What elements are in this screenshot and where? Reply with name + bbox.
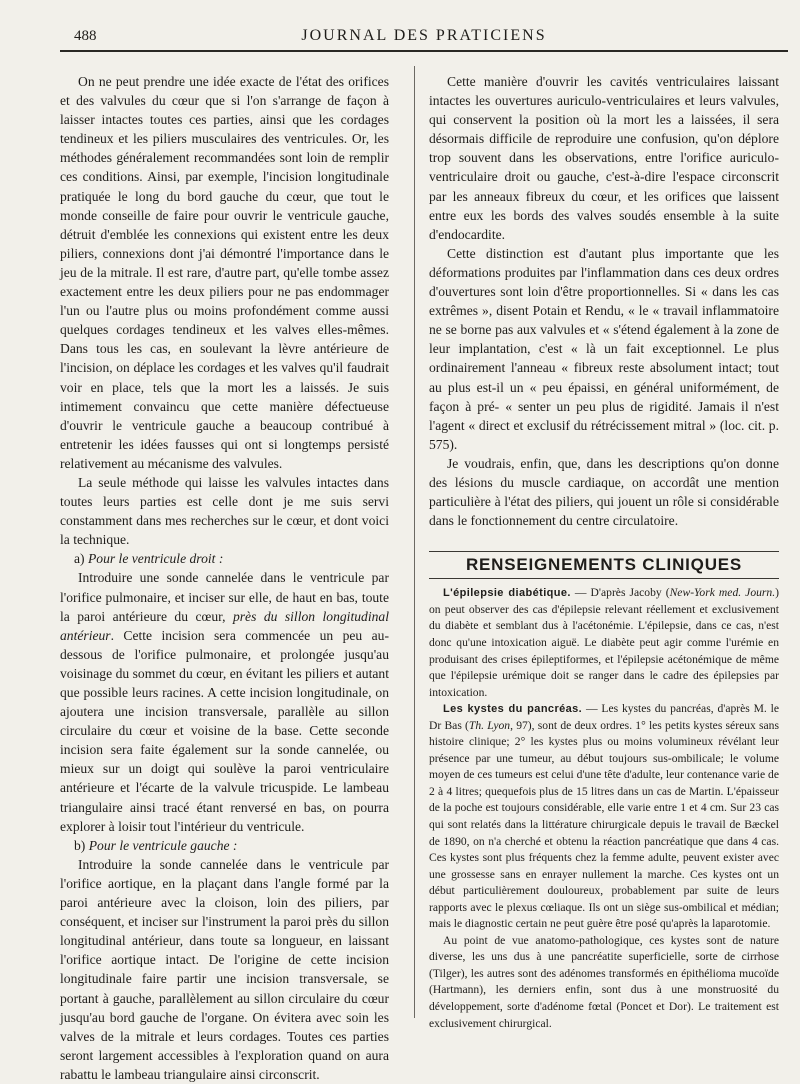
journal-title: JOURNAL DES PRATICIENS <box>301 27 547 44</box>
page-number: 488 <box>74 28 97 44</box>
journal-reference: Th. Lyon <box>468 718 511 732</box>
paragraph: La seule méthode qui laisse les valvules intactes dans toutes leurs parties est celle dont je me suis servi constamment dans mes recherches sur le cœur, et dont voici la technique. <box>60 474 389 548</box>
subsection-prefix: b) <box>74 837 89 853</box>
paragraph: Introduire la sonde cannelée dans le ventricule par l'orifice aortique, en la plaçant dans l'angle formé par la paroi antérieure avec la cloison, loin des piliers, par conséquent, et inciser sur l'instrument la paroi près du sillon longitudinal antérieur, dans toute sa longueur, en laissant l'orifice aortique intact. De l'origine de cette incision longitudinale faire partir une incision transversale, se portant à gauche, parallèlement au sillon circulaire du cœur jusqu'au bord gauche de l'organe. On évitera avec soin les valves de la mitrale et leurs cordages. Toutes ces parties seront largement accessibles à l'exploration quand on aura rabattu le lambeau triangulaire ainsi circonscrit. <box>60 856 389 1082</box>
page-header <box>60 22 788 44</box>
paragraph: Cette manière d'ouvrir les cavités ventriculaires laissant intactes les ouvertures auriculo-ventriculaires et leurs valvules, qui conservent la position où la mort les a laissées, il sera désormais difficile de reproduire une confusion, qu'on déplore trop souvent dans les observations, entre l'orifice auriculo-ventriculaire droit ou gauche, c'est-à-dire l'espace circonscrit par les anneaux fibreux du cœur, et les orifices que laissent entre eux les bords des valves soudés ensemble à la suite d'endocardite. <box>429 74 779 242</box>
journal-reference: New-York med. Journ. <box>669 586 776 600</box>
paragraph: Je voudrais, enfin, que, dans les descriptions qu'on donne des lésions du muscle cardiaque, on accordât une mention particulière à l'état des piliers, qui jouent un rôle si considérable dans le fonctionnement du centre circulatoire. <box>429 455 779 529</box>
section-heading: RENSEIGNEMENTS CLINIQUES <box>429 551 779 579</box>
column-divider <box>414 66 415 1018</box>
clinical-note <box>429 585 779 701</box>
subsection-title: Pour le ventricule gauche : <box>88 837 238 853</box>
subsection-prefix: a) <box>74 551 88 567</box>
text-run: — Les kystes du pancréas, d'après M. le Dr Bas ( <box>429 702 779 732</box>
text-run: , 97), sont de deux ordres. 1° les petits kystes séreux sans histoire clinique; 2° les kystes plus ou moins volumineux révélant leur présence par une tumeur, au début toujours sus-ombilicale; le volume moyen de ces tumeurs est celui d'une tête d'adulte, leur contenance varie de 2 à 4 litres; quequefois plus de 15 litres dans un cas de Martin. L'épaisseur de la poche est toujours considérable, elle varie entre 1 et 4 cm. Sur 23 cas qui sont relatés dans la littérature chirurgicale depuis le travail de Bæckel de 1890, on n'a cherché et obtenu la réaction pancréatique que dans 4 cas. Ces kystes sont plus fréquents chez la femme adulte, peuvent exister avec une grossesse sans en enrayer nullement la marche. Ces kystes ont un début particulièrement douloureux, probablement par suite de leurs rapports avec le plexus cœliaque. Ils ont un siège sus-ombilical et médian; mais le diagnostic certain ne peut guère être posé qu'après la laparotomie. <box>429 718 779 931</box>
subsection-title: Pour le ventricule droit : <box>87 551 224 567</box>
text-run: ) on peut observer des cas d'épilepsie relevant réellement et exclusivement du diabète et semblant dus à l'acétonémie. L'épilepsie, dans ce cas, n'est donc qu'une intoxication aiguë. Le diabète peut agir comme l'urémie en produisant des crises épileptiformes, et l'épilepsie acétonémique de même que l'épilepsie urémique doit se ranger dans le cadre des épilepsies par intoxication. <box>429 586 779 699</box>
clinical-note <box>429 701 779 933</box>
text-run: — D'après Jacoby ( <box>570 586 670 600</box>
note-lead: Les kystes du pancréas. <box>443 703 583 716</box>
header-rule <box>60 50 788 52</box>
note-lead: L'épilepsie diabétique. <box>443 587 571 600</box>
text-run: . Cette incision sera commencée un peu au-dessous de l'orifice pulmonaire, et prolongée jusqu'au voisinage du sommet du cœur, en évitant les piliers et autant que possible leurs racines. A cette incision longitudinale, on ajoutera une incision transversale, parallèle au sillon circulaire du cœur et voisine de la base. Cette seconde incision sera faite également sur la sonde cannelée, ou mieux sur un doigt qui soulève la paroi ventriculaire antérieure et l'écarte de la valvule tricuspide. Le lambeau triangulaire ainsi tracé étant renversé en bas, on pourra explorer à loisir tout l'intérieur du ventricule. <box>60 627 389 834</box>
paragraph: On ne peut prendre une idée exacte de l'état des orifices et des valvules du cœur que si l'on s'arrange de façon à laisser intactes toutes ces parties, ainsi que les cordages tendineux et les piliers musculaires des ventricules. Or, les méthodes généralement recommandées sont loin de remplir ces conditions. Ainsi, par exemple, l'incision longitudinale pratiquée le long du bord gauche du cœur, que tout le monde conseille de faire pour ouvrir le ventricule gauche, détruit d'emblée les connexions qui existent entre les deux piliers, connexions dont j'ai démontré l'importance dans le jeu de la mitrale. Il est rare, d'autre part, qu'elle tombe assez exactement entre les deux piliers pour ne pas endommager l'un ou l'autre plus ou moins profondément comme aussi quelques cordages tendineux et les valves elles-mêmes. Dans tous les cas, en soulevant la lèvre antérieure de l'incision, on déplace les cordages et les valves qu'il faudrait voir en place, tels que la mort les a laissés. Je suis intimement convaincu que cette manière défectueuse d'ouvrir le ventricule gauche a beaucoup contribué à entretenir les idées fausses qui ont si longtemps persisté relativement au mécanisme des valvules. <box>60 74 389 471</box>
right-column <box>429 72 779 1032</box>
clinical-note: Au point de vue anatomo-pathologique, ces kystes sont de nature diverse, les uns dus à une pancréatite superficielle, sorte de cirrhose (Tilger), les autres sont des adénomes transformés en épithélioma mucoïde (Hartmann), les derniers enfin, sont dus à une monstruosité du développement, sorte d'adénome fœtal (Poncet et Dor). Le traitement est exclusivement chirurgical. <box>429 933 779 1030</box>
italic-text: près du sillon longitudinal antérieur <box>60 608 389 643</box>
clinical-notes <box>429 585 779 1032</box>
text-run: Introduire une sonde cannelée dans le ventricule par l'orifice pulmonaire, et inciser sur elle, de haut en bas, toute la paroi antérieure du cœur, <box>60 570 389 624</box>
paragraph <box>60 568 389 835</box>
subsection-heading <box>60 549 389 568</box>
paragraph: Cette distinction est d'autant plus importante que les déformations produites par l'inflammation dans ces deux ordres d'ouvertures sont loin d'être proportionnelles. Si « dans les cas extrêmes », disent Potain et Rendu, « le « travail inflammatoire ne se borne pas aux valvules et « s'étend également à la zone de leur implantation, c'est « là un fait exceptionnel. Le plus ordinairement l'anneau « fibreux reste absolument intact; tout au plus est-il un « peu épaissi, en général uniformément, de façon à pré- « senter un peu plus de rigidité. Jamais il n'est l'agent « direct et exclusif du rétrécissement mitral » (loc. cit. p. 575). <box>429 245 779 452</box>
left-column <box>60 72 389 1084</box>
subsection-heading <box>60 836 389 855</box>
